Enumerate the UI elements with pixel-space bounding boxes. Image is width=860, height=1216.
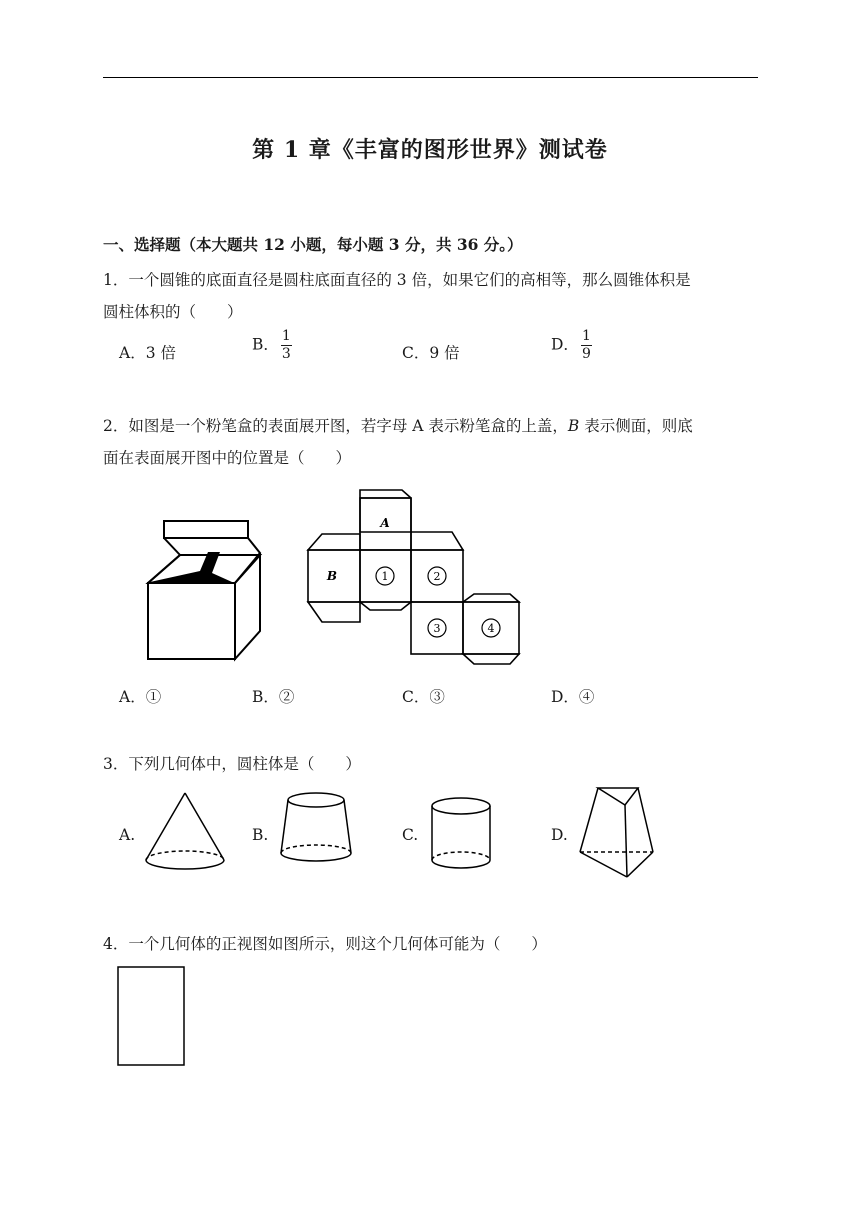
q3-option-c-label: C.	[402, 826, 419, 844]
net-label-a: A	[380, 516, 390, 530]
q2-option-c: C．③	[402, 688, 445, 706]
q1-option-a: A．3 倍	[119, 344, 176, 362]
q1-option-d-numerator: 1	[581, 328, 591, 344]
q2-stem-line1-letter-b: B	[567, 417, 580, 435]
chalk-box-net-figure	[300, 482, 525, 672]
q1-option-b-fraction	[281, 328, 292, 363]
chalk-box-opening-shade	[150, 552, 232, 582]
frustum-figure	[275, 790, 365, 880]
q1-stem-line1: 1．一个圆锥的底面直径是圆柱底面直径的 3 倍，如果它们的高相等，那么圆锥体积是	[103, 271, 691, 289]
q2-stem-line1-part3: 表示侧面，则底	[579, 417, 693, 435]
section-heading: 一、选择题（本大题共 12 小题，每小题 3 分，共 36 分。）	[103, 235, 523, 254]
net-label-1: 1	[381, 570, 389, 583]
q2-stem-line1	[103, 414, 693, 436]
net-label-3: 3	[433, 622, 441, 635]
q3-option-d-label: D.	[551, 826, 568, 844]
q2-option-a: A．①	[119, 688, 162, 706]
chalk-box-front	[148, 583, 235, 659]
q3-option-a-label: A.	[119, 826, 136, 844]
q1-option-b-numerator: 1	[281, 328, 291, 344]
q1-option-b-prefix: B．	[252, 335, 279, 354]
chalk-box-figure	[140, 515, 270, 665]
q1-option-c: C．9 倍	[402, 344, 460, 362]
q1-option-d-prefix: D．	[551, 335, 579, 354]
q1-option-d-denominator: 9	[581, 346, 591, 362]
chalk-box-lid	[164, 521, 248, 538]
net-left-flap-top	[308, 534, 360, 550]
net-face4-flap-bottom	[463, 654, 519, 664]
q1-option-d	[551, 328, 592, 363]
q3-option-b-label: B.	[252, 826, 269, 844]
q2-option-d: D．④	[551, 688, 595, 706]
net-left-flap-bottom	[308, 602, 360, 622]
prism-figure	[575, 785, 665, 885]
q1-option-b-denominator: 3	[281, 346, 291, 362]
q1-option-d-fraction	[581, 328, 592, 363]
q2-stem-line2: 面在表面展开图中的位置是（ ）	[103, 449, 352, 467]
header-rule	[103, 77, 758, 78]
net-face4-flap-top	[463, 594, 519, 602]
q4-stem-line1: 4．一个几何体的正视图如图所示，则这个几何体可能为（ ）	[103, 935, 547, 953]
net-label-4: 4	[487, 622, 495, 635]
net-label-b: B	[326, 569, 338, 583]
q1-option-b	[252, 328, 292, 363]
net-face2-flap	[411, 532, 463, 550]
cone-figure	[140, 790, 230, 880]
q2-stem-line1-part1: 2．如图是一个粉笔盒的表面展开图，若字母 A 表示粉笔盒的上盖，	[103, 417, 568, 435]
front-view-rectangle	[117, 966, 187, 1068]
q2-option-b: B．②	[252, 688, 295, 706]
net-label-2: 2	[433, 570, 441, 583]
q1-stem-line2: 圆柱体积的（ ）	[103, 303, 243, 321]
q3-stem-line1: 3．下列几何体中，圆柱体是（ ）	[103, 755, 361, 773]
page-title: 第 1 章《丰富的图形世界》测试卷	[252, 137, 608, 163]
net-face1-flap	[360, 602, 411, 610]
cylinder-figure	[425, 790, 505, 880]
chalk-box-side	[235, 555, 260, 659]
